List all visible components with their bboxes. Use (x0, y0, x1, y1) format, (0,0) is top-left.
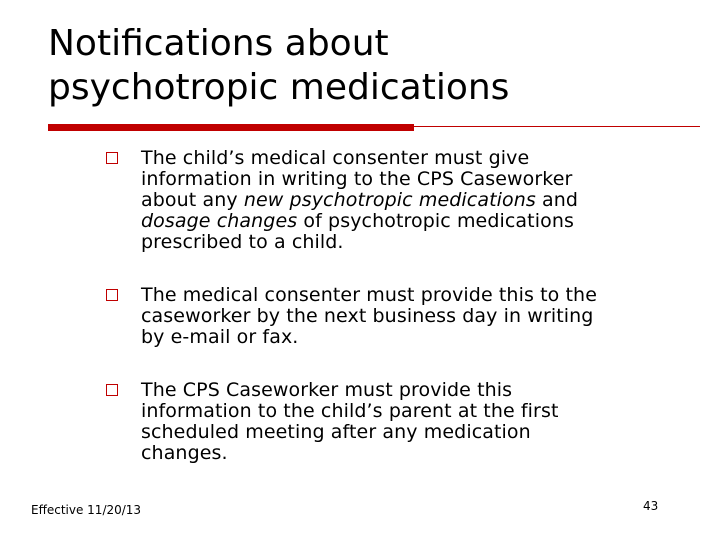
bullet-text: about any (141, 189, 244, 211)
square-bullet-icon (106, 384, 118, 396)
bullet-text: information to the child’s parent at the first (141, 400, 559, 422)
square-bullet-icon (106, 289, 118, 301)
bullet-text: changes. (141, 442, 228, 464)
italic-emphasis: dosage changes (141, 210, 298, 232)
bullet-item-3 (106, 380, 686, 464)
bullet-2-line-1 (141, 285, 686, 306)
effective-date: Effective 11/20/13 (31, 503, 142, 517)
title-underline-thick (48, 124, 414, 131)
bullet-1-line-1 (141, 148, 686, 169)
bullet-2-line-2 (141, 306, 686, 327)
bullet-2-line-3 (141, 327, 686, 348)
slide-title-line-2: psychotropic medications (48, 67, 510, 108)
slide-title-line-1: Notifications about (48, 23, 389, 64)
bullet-3-line-1 (141, 380, 686, 401)
bullet-3-line-2 (141, 401, 686, 422)
bullet-item-1 (106, 148, 686, 253)
bullet-text: The CPS Caseworker must provide this (141, 379, 513, 401)
bullet-1-line-3 (141, 190, 686, 211)
bullet-text: prescribed to a child. (141, 231, 344, 253)
slide-title (48, 22, 688, 110)
bullet-1-line-4 (141, 211, 686, 232)
bullet-text: information in writing to the CPS Caseworker (141, 168, 573, 190)
bullet-text: caseworker by the next business day in writing (141, 305, 594, 327)
bullet-3-line-3 (141, 422, 686, 443)
page-number: 43 (643, 499, 659, 513)
italic-emphasis: new psychotropic medications (243, 189, 536, 211)
bullet-text: The child’s medical consenter must give (141, 147, 530, 169)
bullet-3-line-4 (141, 443, 686, 464)
bullet-text: by e-mail or fax. (141, 326, 299, 348)
bullet-list (106, 148, 686, 464)
bullet-text: The medical consenter must provide this to the (141, 284, 597, 306)
bullet-item-2 (106, 285, 686, 348)
bullet-1-line-2 (141, 169, 686, 190)
bullet-text: scheduled meeting after any medication (141, 421, 531, 443)
square-bullet-icon (106, 152, 118, 164)
bullet-text: and (535, 189, 579, 211)
bullet-text: of psychotropic medications (297, 210, 574, 232)
bullet-1-line-5 (141, 232, 686, 253)
